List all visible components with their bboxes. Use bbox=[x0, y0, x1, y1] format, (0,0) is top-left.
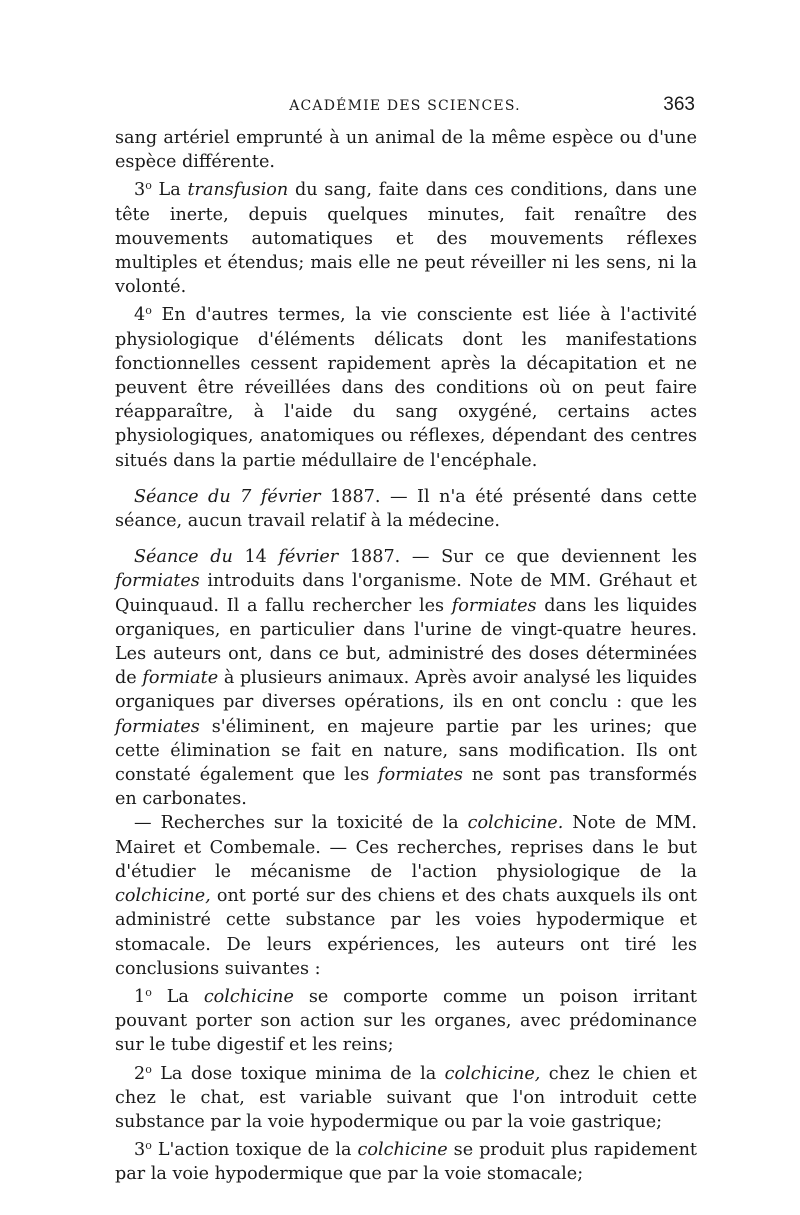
italic-text: Séance du 7 février bbox=[134, 486, 321, 507]
text-run: introduits dans l'organisme. Note de MM. Gréhaut et Quinquaud. Il a fallu rechercher les bbox=[115, 571, 697, 616]
text-run: 3 bbox=[134, 180, 146, 201]
text-run: se produit plus rapidement par la voie hypodermique que par la voie stomacale; bbox=[115, 1140, 697, 1185]
text-run: La dose toxique minima de la bbox=[151, 1063, 445, 1084]
italic-text: février bbox=[278, 547, 339, 568]
italic-text: formiates bbox=[378, 765, 463, 786]
text-run: Note de MM. Mairet et Combemale. — Ces recherches, reprises dans le but d'étudier le mécanisme de l'action physiologique de la bbox=[115, 813, 697, 882]
paragraph-p1 bbox=[115, 126, 697, 174]
text-run: sang artériel emprunté à un animal de la même espèce ou d'une espèce différente. bbox=[115, 128, 697, 173]
text-run: 1887. — Sur ce que deviennent les bbox=[338, 547, 697, 568]
italic-text: colchicine. bbox=[467, 813, 564, 834]
text-run: 1887. — Il n'a été présenté dans cette séance, aucun travail relatif à la médecine. bbox=[115, 486, 697, 532]
text-run: — Recherches sur la toxicité de la bbox=[134, 813, 468, 834]
ordinal-superscript: o bbox=[145, 985, 152, 999]
text-run: 2 bbox=[134, 1063, 146, 1084]
ordinal-superscript: o bbox=[145, 304, 152, 318]
text-run: à plusieurs animaux. Après avoir analysé les liquides organiques par diverses opérations, ils en ont conclu : que les bbox=[115, 668, 697, 713]
body-text bbox=[115, 126, 697, 1187]
ordinal-superscript: o bbox=[145, 1139, 152, 1153]
paragraph-p7 bbox=[115, 981, 697, 1058]
text-run: dans les liquides organiques, en particulier dans l'urine de vingt-quatre heures. Les auteurs ont, dans ce but, administré des doses déterminées de bbox=[115, 595, 697, 689]
text-run: 14 bbox=[232, 547, 279, 568]
italic-text: transfusion bbox=[187, 180, 289, 201]
text-run: 1 bbox=[134, 986, 146, 1007]
running-title: ACADÉMIE DES SCIENCES. bbox=[289, 98, 521, 114]
page-number: 363 bbox=[663, 94, 695, 115]
italic-text: colchicine, bbox=[444, 1063, 541, 1084]
italic-text: formiates bbox=[115, 716, 200, 737]
text-run: En d'autres termes, la vie consciente est liée à l'activité physiologique d'éléments délicats dont les manifestations fonctionnelles cessent rapidement après la décapitation et ne peuvent être réveillées dans des conditions où on peut faire réapparaître, à l'aide du sang oxygéné, certains actes physiologiques, anatomiques ou réflexes, dépendant des centres situés dans la partie médullaire de l'encéphale. bbox=[115, 305, 697, 471]
text-run: La bbox=[151, 986, 204, 1007]
text-run: La bbox=[151, 180, 188, 201]
text-run: s'éliminent, en majeure partie par les urines; que cette élimination se fait en nature, sans modification. Ils ont constaté également que les bbox=[115, 716, 697, 786]
italic-text: formiate bbox=[142, 668, 219, 689]
paragraph-p2 bbox=[115, 174, 697, 299]
paragraph-p4 bbox=[115, 485, 697, 533]
paragraph-p3 bbox=[115, 299, 697, 472]
paragraph-p9 bbox=[115, 1134, 697, 1186]
running-head bbox=[115, 96, 695, 126]
italic-text: colchicine bbox=[203, 986, 294, 1007]
paragraph-p5 bbox=[115, 545, 697, 811]
text-run: ont porté sur des chiens et des chats auxquels ils ont administré cette substance par les voies hypodermique et stomacale. De leurs expériences, les auteurs ont tiré les conclusions suivantes : bbox=[115, 886, 697, 979]
italic-text: formiates bbox=[451, 595, 537, 616]
text-run: se comporte comme un poison irritant pouvant porter son action sur les organes, avec prédominance sur le tube digestif et les reins; bbox=[115, 986, 698, 1056]
text-run: du sang, faite dans ces conditions, dans une tête inerte, depuis quelques minutes, fait renaître des mouvements automatiques et des mouvements réflexes multiples et étendus; mais elle ne peut réveiller ni les sens, ni la volonté. bbox=[115, 180, 697, 298]
text-run: 4 bbox=[134, 305, 146, 326]
text-run: ne sont pas transformés en carbonates. bbox=[115, 765, 697, 810]
italic-text: formiates bbox=[115, 571, 200, 592]
italic-text: colchicine, bbox=[115, 886, 211, 907]
paragraph-p8 bbox=[115, 1058, 697, 1135]
ordinal-superscript: o bbox=[145, 179, 152, 193]
italic-text: Séance du bbox=[134, 547, 233, 568]
text-run: L'action toxique de la bbox=[151, 1140, 358, 1161]
italic-text: colchicine bbox=[357, 1140, 448, 1161]
paragraph-p6 bbox=[115, 811, 697, 980]
text-run: 3 bbox=[134, 1140, 146, 1161]
ordinal-superscript: o bbox=[145, 1062, 152, 1076]
text-run: chez le chien et chez le chat, est variable suivant que l'on introduit cette substance par la voie hypodermique ou par la voie gastrique; bbox=[115, 1063, 697, 1132]
